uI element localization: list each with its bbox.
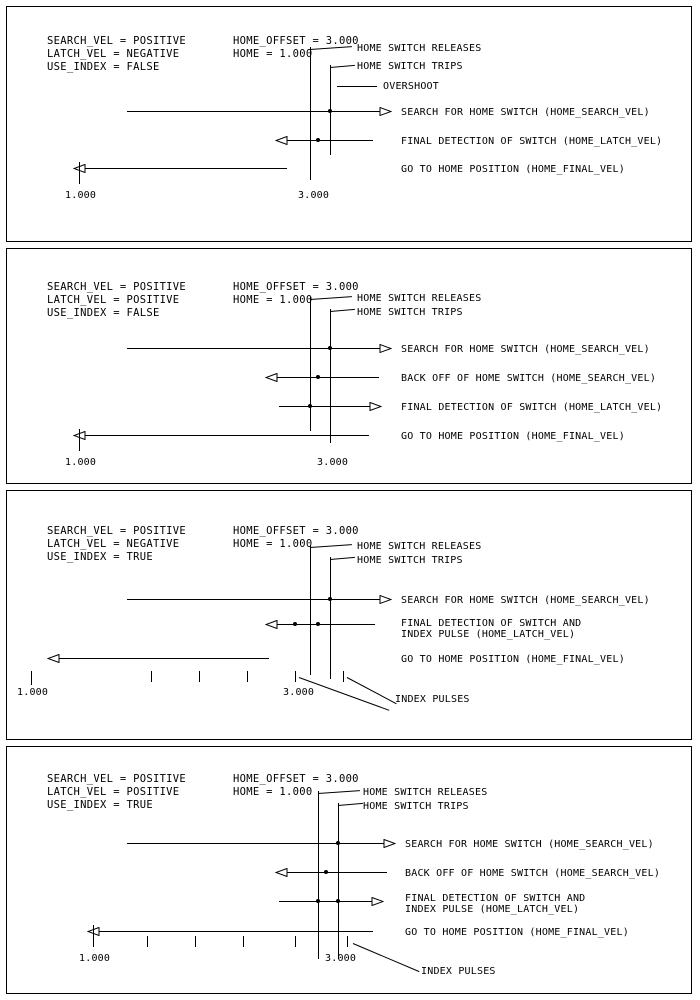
move3-label: GO TO HOME POSITION (HOME_FINAL_VEL) bbox=[401, 654, 625, 665]
param-search-vel: SEARCH_VEL = POSITIVE bbox=[47, 525, 187, 537]
move1-label: SEARCH FOR HOME SWITCH (HOME_SEARCH_VEL) bbox=[405, 839, 654, 850]
axis-label-offset: 3.000 bbox=[283, 687, 315, 698]
callout-home-switch-trips: HOME SWITCH TRIPS bbox=[357, 555, 463, 566]
move1-label: SEARCH FOR HOME SWITCH (HOME_SEARCH_VEL) bbox=[401, 107, 650, 118]
home-switch-trips-line bbox=[338, 803, 339, 959]
home-switch-releases-line bbox=[318, 791, 319, 959]
move2-endpoint-dot bbox=[316, 138, 320, 142]
axis-label-offset: 3.000 bbox=[317, 457, 349, 468]
move3-label: FINAL DETECTION OF SWITCH (HOME_LATCH_VEL) bbox=[401, 402, 663, 413]
axis-tick-home bbox=[31, 671, 32, 685]
index-pulse-tick bbox=[151, 671, 152, 682]
index-pulse-tick bbox=[295, 936, 296, 947]
param-home: HOME = 1.000 bbox=[233, 786, 313, 798]
home-switch-releases-line bbox=[310, 545, 311, 675]
move2-line bbox=[285, 140, 373, 141]
move3-index-dot bbox=[336, 899, 340, 903]
move3-line bbox=[279, 901, 377, 902]
param-home-offset: HOME_OFFSET = 3.000 bbox=[233, 773, 359, 785]
move3-label-line2: INDEX PULSE (HOME_LATCH_VEL) bbox=[405, 904, 580, 915]
callout-leader-releases bbox=[318, 790, 360, 794]
param-latch-vel: LATCH_VEL = NEGATIVE bbox=[47, 538, 180, 550]
home-switch-releases-line bbox=[310, 47, 311, 180]
callout-home-switch-trips: HOME SWITCH TRIPS bbox=[357, 61, 463, 72]
home-switch-trips-line bbox=[330, 557, 331, 679]
move2-endpoint-dot bbox=[324, 870, 328, 874]
param-use-index: USE_INDEX = FALSE bbox=[47, 307, 160, 319]
move1-line bbox=[127, 599, 385, 600]
param-home: HOME = 1.000 bbox=[233, 48, 313, 60]
param-search-vel: SEARCH_VEL = POSITIVE bbox=[47, 281, 187, 293]
move4-label: GO TO HOME POSITION (HOME_FINAL_VEL) bbox=[401, 431, 625, 442]
param-latch-vel: LATCH_VEL = POSITIVE bbox=[47, 786, 180, 798]
move2-line bbox=[277, 624, 375, 625]
callout-leader-overshoot bbox=[337, 86, 377, 87]
index-pulses-label: INDEX PULSES bbox=[421, 966, 496, 977]
callout-home-switch-trips: HOME SWITCH TRIPS bbox=[363, 801, 469, 812]
move3-arrow-right bbox=[369, 402, 380, 411]
callout-leader-releases bbox=[310, 544, 352, 548]
axis-label-home: 1.000 bbox=[17, 687, 49, 698]
callout-home-switch-releases: HOME SWITCH RELEASES bbox=[363, 787, 488, 798]
home-switch-releases-line bbox=[310, 297, 311, 431]
move3-arrow-left bbox=[47, 654, 58, 663]
move1-line bbox=[127, 348, 385, 349]
callout-home-switch-releases: HOME SWITCH RELEASES bbox=[357, 43, 482, 54]
move2-line bbox=[285, 872, 387, 873]
param-use-index: USE_INDEX = TRUE bbox=[47, 551, 153, 563]
move4-label: GO TO HOME POSITION (HOME_FINAL_VEL) bbox=[405, 927, 629, 938]
move2-arrow-left bbox=[265, 620, 276, 629]
callout-home-switch-trips: HOME SWITCH TRIPS bbox=[357, 307, 463, 318]
param-search-vel: SEARCH_VEL = POSITIVE bbox=[47, 35, 187, 47]
move3-line bbox=[53, 658, 269, 659]
move3-endpoint-dot bbox=[308, 404, 312, 408]
move2-arrow-left bbox=[275, 868, 286, 877]
param-home: HOME = 1.000 bbox=[233, 538, 313, 550]
param-search-vel: SEARCH_VEL = POSITIVE bbox=[47, 773, 187, 785]
move2-label-line1: FINAL DETECTION OF SWITCH AND bbox=[401, 618, 582, 629]
axis-label-home: 1.000 bbox=[79, 953, 111, 964]
move1-endpoint-dot bbox=[328, 346, 332, 350]
move3-line bbox=[279, 406, 373, 407]
callout-leader-trips bbox=[330, 557, 355, 560]
move1-label: SEARCH FOR HOME SWITCH (HOME_SEARCH_VEL) bbox=[401, 344, 650, 355]
index-pulse-tick bbox=[343, 671, 344, 682]
panel-homing-case-4 bbox=[6, 746, 692, 994]
callout-leader-trips bbox=[330, 65, 355, 68]
move2-endpoint-dot bbox=[316, 622, 320, 626]
move3-endpoint-dot bbox=[316, 899, 320, 903]
axis-label-offset: 3.000 bbox=[325, 953, 357, 964]
move2-label-line2: INDEX PULSE (HOME_LATCH_VEL) bbox=[401, 629, 576, 640]
callout-leader-trips bbox=[338, 803, 363, 806]
move1-label: SEARCH FOR HOME SWITCH (HOME_SEARCH_VEL) bbox=[401, 595, 650, 606]
param-home: HOME = 1.000 bbox=[233, 294, 313, 306]
move3-line bbox=[79, 168, 287, 169]
move4-line bbox=[79, 435, 369, 436]
move3-label-line1: FINAL DETECTION OF SWITCH AND bbox=[405, 893, 586, 904]
panel-homing-case-1 bbox=[6, 6, 692, 242]
axis-label-home: 1.000 bbox=[65, 190, 97, 201]
param-home-offset: HOME_OFFSET = 3.000 bbox=[233, 35, 359, 47]
move1-line bbox=[127, 111, 385, 112]
param-use-index: USE_INDEX = TRUE bbox=[47, 799, 153, 811]
axis-label-home: 1.000 bbox=[65, 457, 97, 468]
move3-arrow-right bbox=[371, 897, 382, 906]
param-latch-vel: LATCH_VEL = NEGATIVE bbox=[47, 48, 180, 60]
move3-label: GO TO HOME POSITION (HOME_FINAL_VEL) bbox=[401, 164, 625, 175]
index-pulses-leader-2 bbox=[347, 677, 397, 704]
axis-tick-home bbox=[79, 162, 80, 184]
move1-endpoint-dot bbox=[328, 109, 332, 113]
param-latch-vel: LATCH_VEL = POSITIVE bbox=[47, 294, 180, 306]
axis-tick-home bbox=[79, 429, 80, 451]
param-home-offset: HOME_OFFSET = 3.000 bbox=[233, 281, 359, 293]
move2-index-dot bbox=[293, 622, 297, 626]
callout-overshoot: OVERSHOOT bbox=[383, 81, 439, 92]
move1-arrow-right bbox=[379, 344, 390, 353]
panel-homing-case-2 bbox=[6, 248, 692, 484]
move2-label: BACK OFF OF HOME SWITCH (HOME_SEARCH_VEL) bbox=[401, 373, 657, 384]
index-pulse-tick bbox=[199, 671, 200, 682]
axis-tick-home bbox=[93, 925, 94, 947]
index-pulses-leader bbox=[353, 943, 420, 972]
index-pulse-tick bbox=[147, 936, 148, 947]
move2-label: FINAL DETECTION OF SWITCH (HOME_LATCH_VEL) bbox=[401, 136, 663, 147]
move1-line bbox=[127, 843, 389, 844]
move2-line bbox=[275, 377, 379, 378]
home-switch-trips-line bbox=[330, 309, 331, 443]
panel-homing-case-3 bbox=[6, 490, 692, 740]
param-home-offset: HOME_OFFSET = 3.000 bbox=[233, 525, 359, 537]
move1-arrow-right bbox=[379, 595, 390, 604]
move2-arrow-left bbox=[265, 373, 276, 382]
move2-endpoint-dot bbox=[316, 375, 320, 379]
callout-home-switch-releases: HOME SWITCH RELEASES bbox=[357, 541, 482, 552]
move1-arrow-right bbox=[379, 107, 390, 116]
move2-label: BACK OFF OF HOME SWITCH (HOME_SEARCH_VEL) bbox=[405, 868, 661, 879]
move4-line bbox=[93, 931, 373, 932]
index-pulse-tick bbox=[195, 936, 196, 947]
param-use-index: USE_INDEX = FALSE bbox=[47, 61, 160, 73]
move1-arrow-right bbox=[383, 839, 394, 848]
move2-arrow-left bbox=[275, 136, 286, 145]
move1-endpoint-dot bbox=[336, 841, 340, 845]
index-pulses-label: INDEX PULSES bbox=[395, 694, 470, 705]
index-pulse-tick bbox=[295, 671, 296, 682]
index-pulse-tick bbox=[347, 936, 348, 947]
index-pulse-tick bbox=[243, 936, 244, 947]
move1-endpoint-dot bbox=[328, 597, 332, 601]
callout-leader-releases bbox=[310, 296, 352, 300]
axis-label-offset: 3.000 bbox=[298, 190, 330, 201]
callout-home-switch-releases: HOME SWITCH RELEASES bbox=[357, 293, 482, 304]
callout-leader-trips bbox=[330, 309, 355, 312]
index-pulse-tick bbox=[247, 671, 248, 682]
